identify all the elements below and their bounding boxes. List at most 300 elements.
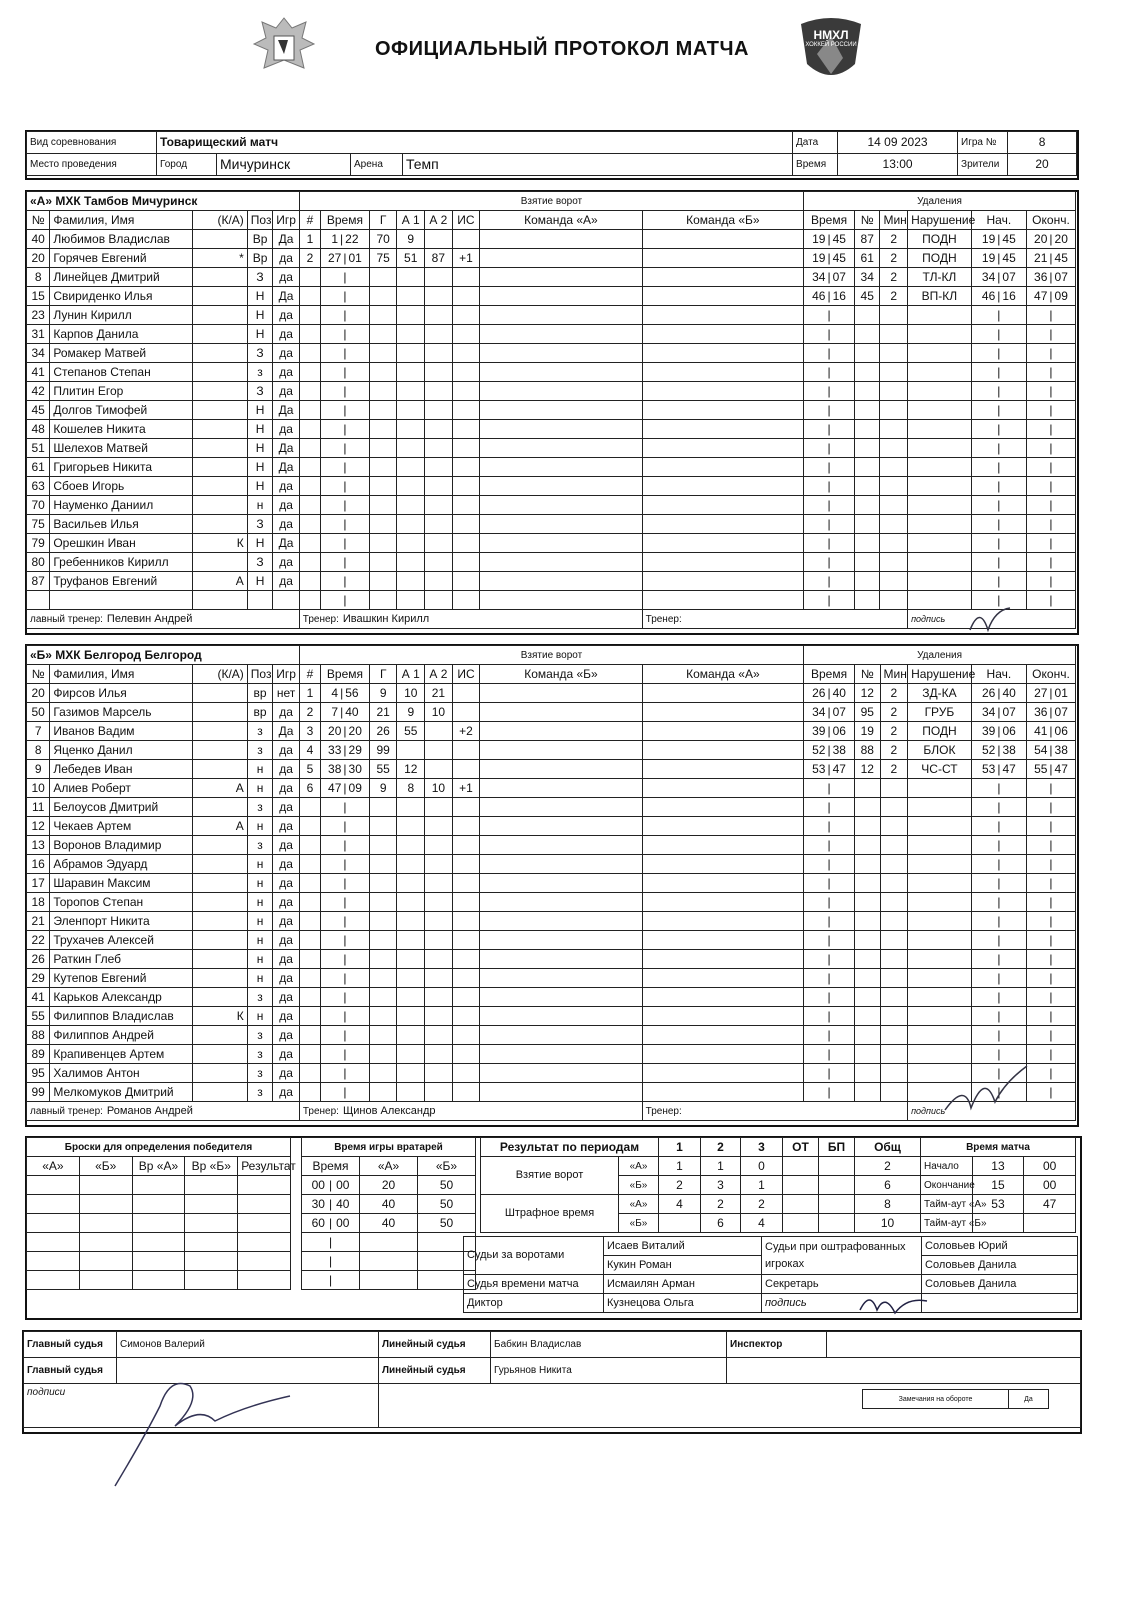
goal-assist2 — [425, 836, 453, 855]
player-position: Н — [247, 420, 272, 439]
goal-time: | — [321, 496, 370, 515]
goal-time-min: 1 — [331, 231, 339, 246]
penalty-minutes — [880, 401, 908, 420]
goal-assist2 — [425, 287, 453, 306]
player-position: н — [247, 779, 272, 798]
goal-strength — [452, 344, 480, 363]
officials-row — [464, 1294, 1078, 1313]
penalty-end — [1026, 287, 1075, 306]
penalty-start: | — [971, 969, 1026, 988]
penalty-minutes — [880, 553, 908, 572]
penalty-minutes — [880, 817, 908, 836]
goal-time: | — [321, 401, 370, 420]
penalty-end-separator: | — [1049, 269, 1053, 284]
player-name: Филиппов Владислав — [50, 1007, 192, 1026]
goal-strength — [452, 230, 480, 249]
periods-team: «Б» — [619, 1214, 659, 1233]
coaches-row — [27, 610, 1076, 629]
league-logo-subtext: ХОККЕЙ РОССИИ — [805, 42, 857, 48]
coach-label: Тренер: — [302, 613, 339, 625]
gk-row — [302, 1233, 476, 1252]
penalty-player — [855, 1007, 880, 1026]
penalty-end: | — [1026, 458, 1075, 477]
penalty-time-sec: 45 — [832, 250, 846, 265]
penalty-time — [804, 287, 855, 306]
col-pos: Поз — [247, 211, 272, 230]
goal-scorer: 99 — [369, 741, 397, 760]
goal-time: | — [321, 969, 370, 988]
player-position: З — [247, 382, 272, 401]
goal-assist1: 51 — [397, 249, 425, 268]
goal-number — [299, 1083, 320, 1102]
player-row — [27, 798, 1076, 817]
player-position: Н — [247, 401, 272, 420]
player-number: 51 — [27, 439, 50, 458]
goal-time: | — [321, 591, 370, 610]
penalty-player — [855, 553, 880, 572]
player-played: да — [273, 950, 300, 969]
shootout-row — [27, 1214, 291, 1233]
gk-team-b: 50 — [418, 1214, 476, 1233]
player-played: Да — [273, 439, 300, 458]
penalty-end: | — [1026, 969, 1075, 988]
goal-assist1 — [397, 950, 425, 969]
player-name: Шаравин Максим — [50, 874, 192, 893]
penalty-player — [855, 572, 880, 591]
penalty-start-min: 34 — [981, 704, 996, 719]
goal-assist2 — [425, 950, 453, 969]
penalty-end: | — [1026, 1045, 1075, 1064]
player-name: Линейцев Дмитрий — [50, 268, 192, 287]
player-name — [50, 591, 192, 610]
penalty-start: | — [971, 382, 1026, 401]
player-position: н — [247, 950, 272, 969]
shootout-table — [26, 1137, 296, 1290]
periods-col: ОТ — [783, 1138, 819, 1157]
player-row — [27, 477, 1076, 496]
goal-scorer — [369, 268, 397, 287]
goal-number — [299, 817, 320, 836]
player-number: 20 — [27, 684, 50, 703]
goal-assist1 — [397, 817, 425, 836]
penalty-minutes — [880, 572, 908, 591]
penalty-end-sec: 07 — [1054, 269, 1068, 284]
player-played: да — [273, 1045, 300, 1064]
penalty-start: | — [971, 420, 1026, 439]
goal-own-team — [480, 1045, 642, 1064]
goal-strength — [452, 1045, 480, 1064]
goal-number — [299, 591, 320, 610]
player-position: Вр — [247, 249, 272, 268]
goal-time: | — [321, 534, 370, 553]
goal-scorer — [369, 817, 397, 836]
penalty-infraction: ЗД-КА — [908, 684, 972, 703]
shootout-cell — [132, 1214, 185, 1233]
player-position: Н — [247, 477, 272, 496]
penalty-end: | — [1026, 1064, 1075, 1083]
penalty-player — [855, 591, 880, 610]
penalty-time: | — [804, 420, 855, 439]
goal-number — [299, 1045, 320, 1064]
mt-row — [921, 1214, 1076, 1233]
penalty-infraction — [908, 855, 972, 874]
goal-number: 2 — [299, 703, 320, 722]
goal-opp-team — [642, 817, 803, 836]
goal-time: | — [321, 325, 370, 344]
goal-own-team — [480, 401, 642, 420]
goal-own-team — [480, 268, 642, 287]
goal-assist1 — [397, 874, 425, 893]
player-name: Алиев Роберт — [50, 779, 192, 798]
game-value: 8 — [1008, 132, 1077, 154]
player-number: 42 — [27, 382, 50, 401]
player-number: 48 — [27, 420, 50, 439]
goal-opp-team — [642, 553, 803, 572]
penalty-start: | — [971, 344, 1026, 363]
goal-scorer — [369, 855, 397, 874]
mt-label: Начало — [921, 1157, 973, 1176]
player-position: з — [247, 1064, 272, 1083]
head-coach-cell — [27, 1102, 300, 1121]
goal-time-separator: | — [343, 742, 347, 757]
player-name: Чекаев Артем — [50, 817, 192, 836]
penalty-infraction: ВП-КЛ — [908, 287, 972, 306]
penalty-infraction — [908, 893, 972, 912]
player-name: Степанов Степан — [50, 363, 192, 382]
goalie-time-table — [301, 1137, 476, 1290]
penalty-end: | — [1026, 572, 1075, 591]
penalty-end: | — [1026, 912, 1075, 931]
penalty-time-sec: 16 — [832, 288, 846, 303]
date-label: Дата — [793, 132, 838, 154]
shootout-cell — [132, 1195, 185, 1214]
gk-row — [302, 1195, 476, 1214]
goal-strength — [452, 439, 480, 458]
periods-value — [783, 1195, 819, 1214]
goal-scorer — [369, 893, 397, 912]
player-name: Горячев Евгений — [50, 249, 192, 268]
goal-assist2 — [425, 760, 453, 779]
col-pen-num: № — [855, 665, 880, 684]
goal-time-separator: | — [340, 704, 344, 719]
goal-assist1 — [397, 1064, 425, 1083]
periods-row — [481, 1195, 921, 1214]
goal-own-team — [480, 874, 642, 893]
periods-header-row — [481, 1138, 921, 1157]
col-team-opp: Команда «Б» — [642, 211, 803, 230]
gk-team-a — [360, 1233, 418, 1252]
shootout-cell — [132, 1233, 185, 1252]
goal-assist1 — [397, 382, 425, 401]
arena-label: Арена — [351, 154, 403, 176]
penalty-end: | — [1026, 477, 1075, 496]
penalty-infraction — [908, 534, 972, 553]
penalty-end: | — [1026, 382, 1075, 401]
goal-strength — [452, 1007, 480, 1026]
goal-assist1 — [397, 420, 425, 439]
periods-value — [819, 1214, 855, 1233]
goal-scorer — [369, 363, 397, 382]
announcer-label: Диктор — [464, 1294, 604, 1313]
penalty-start: | — [971, 779, 1026, 798]
penalty-end-sec: 07 — [1054, 704, 1068, 719]
goal-assist1 — [397, 931, 425, 950]
player-number — [27, 591, 50, 610]
shootout-cell — [185, 1214, 238, 1233]
goal-assist2 — [425, 382, 453, 401]
periods-value: 2 — [701, 1195, 741, 1214]
player-row — [27, 515, 1076, 534]
penalty-start-separator: | — [997, 231, 1001, 246]
player-role — [192, 1045, 247, 1064]
penalty-time: | — [804, 591, 855, 610]
player-position: З — [247, 553, 272, 572]
goal-strength — [452, 817, 480, 836]
gk-title: Время игры вратарей — [302, 1138, 476, 1157]
player-number: 55 — [27, 1007, 50, 1026]
ref1-label: Главный судья — [24, 1332, 117, 1358]
penalty-start-min: 26 — [981, 685, 996, 700]
penalty-infraction — [908, 401, 972, 420]
player-played: да — [273, 912, 300, 931]
penalty-infraction — [908, 817, 972, 836]
goal-assist2 — [425, 1064, 453, 1083]
goal-time: | — [321, 458, 370, 477]
goal-strength — [452, 798, 480, 817]
penalty-start: | — [971, 931, 1026, 950]
goal-time: | — [321, 931, 370, 950]
penalty-infraction — [908, 306, 972, 325]
player-row — [27, 741, 1076, 760]
goal-assist2 — [425, 969, 453, 988]
goal-time-sec: 29 — [348, 742, 362, 757]
penalty-start-separator: | — [997, 250, 1001, 265]
penalty-player — [855, 363, 880, 382]
shootout-col: Вр «А» — [132, 1157, 185, 1176]
periods-value: 8 — [855, 1195, 921, 1214]
player-played: да — [273, 988, 300, 1007]
goal-scorer: 21 — [369, 703, 397, 722]
player-role — [192, 874, 247, 893]
player-row — [27, 249, 1076, 268]
goal-opp-team — [642, 344, 803, 363]
penalty-start — [971, 741, 1026, 760]
periods-value: 10 — [855, 1214, 921, 1233]
shootout-cell — [27, 1233, 80, 1252]
player-played: да — [273, 760, 300, 779]
penalty-time: | — [804, 836, 855, 855]
player-played: да — [273, 496, 300, 515]
goal-scorer — [369, 1045, 397, 1064]
shootout-cell — [185, 1271, 238, 1290]
penalty-time-separator: | — [827, 685, 831, 700]
goal-time-sec: 56 — [345, 685, 359, 700]
player-row — [27, 988, 1076, 1007]
penalty-end — [1026, 268, 1075, 287]
player-row — [27, 344, 1076, 363]
goal-opp-team — [642, 401, 803, 420]
signatures-label: подписи — [24, 1384, 379, 1428]
player-row — [27, 874, 1076, 893]
penalty-infraction — [908, 382, 972, 401]
col-num: № — [27, 665, 50, 684]
col-pen-end: Оконч. — [1026, 665, 1075, 684]
penalty-time — [804, 703, 855, 722]
goal-number: 5 — [299, 760, 320, 779]
penalty-time-sec: 38 — [832, 742, 846, 757]
penalty-minutes: 2 — [880, 230, 908, 249]
penalty-end: | — [1026, 496, 1075, 515]
penalty-time-separator: | — [827, 269, 831, 284]
goal-scorer — [369, 969, 397, 988]
goal-assist1 — [397, 268, 425, 287]
head-coach-cell — [27, 610, 300, 629]
penalty-player: 45 — [855, 287, 880, 306]
player-position: н — [247, 817, 272, 836]
penalty-minutes: 2 — [880, 684, 908, 703]
goal-assist1 — [397, 1045, 425, 1064]
mt-min — [1024, 1214, 1076, 1233]
goal-opp-team — [642, 722, 803, 741]
penalty-start-min: 46 — [981, 288, 996, 303]
goal-number — [299, 325, 320, 344]
player-number: 18 — [27, 893, 50, 912]
player-role — [192, 931, 247, 950]
player-name: Фирсов Илья — [50, 684, 192, 703]
gk-time: | — [302, 1252, 360, 1271]
goal-own-team — [480, 420, 642, 439]
penalty-time-min: 19 — [812, 231, 826, 246]
goal-time: | — [321, 515, 370, 534]
goal-time: | — [321, 893, 370, 912]
penalty-end: | — [1026, 439, 1075, 458]
periods-value: 0 — [741, 1157, 783, 1176]
col-play: Игр — [273, 665, 300, 684]
player-played: Да — [273, 401, 300, 420]
player-number: 13 — [27, 836, 50, 855]
player-position: н — [247, 893, 272, 912]
player-position: н — [247, 969, 272, 988]
penalty-start: | — [971, 855, 1026, 874]
goal-own-team — [480, 534, 642, 553]
player-name: Яценко Данил — [50, 741, 192, 760]
player-position: з — [247, 363, 272, 382]
penalty-player: 12 — [855, 684, 880, 703]
goal-scorer — [369, 931, 397, 950]
goal-opp-team — [642, 836, 803, 855]
referee-signature — [105, 1366, 295, 1496]
penalty-end-separator: | — [1049, 704, 1053, 719]
timekeeper-label: Судья времени матча — [464, 1275, 604, 1294]
penalty-start-separator: | — [997, 761, 1001, 776]
goal-time-separator: | — [343, 250, 347, 265]
penalty-player — [855, 344, 880, 363]
player-played: да — [273, 382, 300, 401]
penalty-start-min: 39 — [981, 723, 996, 738]
goal-assist2 — [425, 855, 453, 874]
player-number: 89 — [27, 1045, 50, 1064]
penalty-player — [855, 1045, 880, 1064]
team-title: «А» МХК Тамбов Мичуринск — [27, 192, 300, 211]
col-a2: А 2 — [425, 211, 453, 230]
player-name: Эленпорт Никита — [50, 912, 192, 931]
goal-scorer — [369, 553, 397, 572]
secretary-signature — [855, 1285, 935, 1321]
penalty-time-separator: | — [827, 288, 831, 303]
goal-time-sec: 40 — [345, 704, 359, 719]
player-position: н — [247, 931, 272, 950]
player-row — [27, 268, 1076, 287]
goal-number — [299, 1007, 320, 1026]
penalty-start: | — [971, 836, 1026, 855]
player-position: з — [247, 1026, 272, 1045]
gk-time-min: 00 — [311, 1177, 325, 1192]
goal-scorer — [369, 325, 397, 344]
periods-value — [659, 1214, 701, 1233]
player-role — [192, 703, 247, 722]
penalty-player — [855, 1083, 880, 1102]
sign-label: подпись — [762, 1294, 922, 1313]
penalty-start-separator: | — [997, 685, 1001, 700]
col-team-opp: Команда «А» — [642, 665, 803, 684]
player-number: 95 — [27, 1064, 50, 1083]
penalty-time: | — [804, 988, 855, 1007]
player-role — [192, 798, 247, 817]
shootout-col: «А» — [27, 1157, 80, 1176]
player-number: 15 — [27, 287, 50, 306]
goal-number — [299, 874, 320, 893]
goal-number — [299, 344, 320, 363]
penalty-end-min: 36 — [1034, 704, 1048, 719]
goal-number — [299, 931, 320, 950]
col-is: ИС — [452, 211, 480, 230]
penalty-end: | — [1026, 931, 1075, 950]
goal-strength — [452, 969, 480, 988]
goal-own-team — [480, 931, 642, 950]
goal-time-separator: | — [340, 231, 344, 246]
goal-strength: +1 — [452, 249, 480, 268]
penalty-start: | — [971, 496, 1026, 515]
city-label: Город — [157, 154, 217, 176]
goal-opp-team — [642, 306, 803, 325]
player-number: 41 — [27, 988, 50, 1007]
player-position: з — [247, 741, 272, 760]
player-name: Карпов Данила — [50, 325, 192, 344]
gk-time-sec: 00 — [336, 1177, 350, 1192]
mt-label: Окончание — [921, 1176, 973, 1195]
player-row — [27, 1026, 1076, 1045]
goal-time-sec: 30 — [348, 761, 362, 776]
player-played: да — [273, 268, 300, 287]
goal-assist2 — [425, 874, 453, 893]
player-played: да — [273, 249, 300, 268]
league-logo — [795, 14, 867, 86]
penalty-player: 12 — [855, 760, 880, 779]
gk-team-a: 20 — [360, 1176, 418, 1195]
shootout-col: Вр «Б» — [185, 1157, 238, 1176]
penalty-minutes — [880, 969, 908, 988]
penalty-end: | — [1026, 363, 1075, 382]
goal-scorer — [369, 836, 397, 855]
penalty-player — [855, 1064, 880, 1083]
gk-team-b: 50 — [418, 1195, 476, 1214]
goal-assist2: 10 — [425, 779, 453, 798]
penalty-start: | — [971, 591, 1026, 610]
shootout-row — [27, 1252, 291, 1271]
periods-value — [783, 1214, 819, 1233]
goal-scorer — [369, 439, 397, 458]
date-value: 14 09 2023 — [838, 132, 958, 154]
